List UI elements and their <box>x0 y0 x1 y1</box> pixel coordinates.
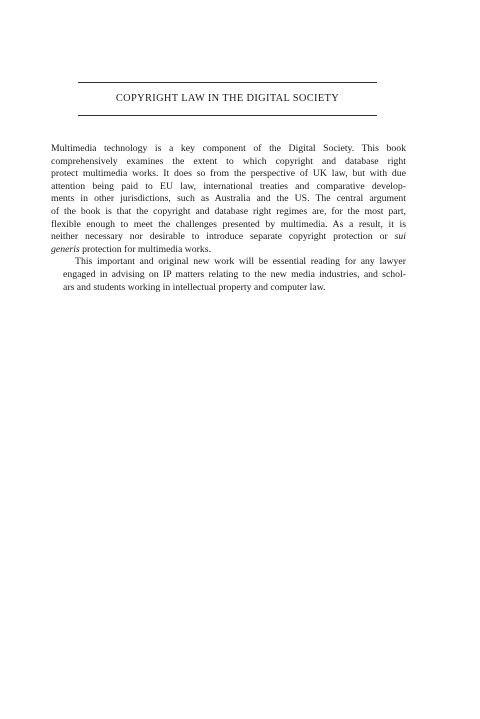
text-line-mixed <box>51 244 406 257</box>
bottom-rule <box>78 115 377 116</box>
text-line: This important and original new work will be essential reading for any lawyer <box>75 256 406 268</box>
text-line: protect multimedia works. It does so from the perspective of UK law, but with due <box>51 168 406 180</box>
text-line: attention being paid to EU law, international treaties and comparative develop- <box>51 180 406 192</box>
paragraph-2 <box>51 256 406 294</box>
text-line: flexible enough to meet the challenges presented by multimedia. As a result, it is <box>51 218 406 230</box>
text-line: engaged in advising on IP matters relating to the new media industries, and schol- <box>63 268 406 280</box>
italic-term: generis <box>51 243 80 255</box>
text-line: ments in other jurisdictions, such as Australia and the US. The central argument <box>51 193 406 205</box>
page-title: COPYRIGHT LAW IN THE DIGITAL SOCIETY <box>115 93 340 104</box>
text-line: comprehensively examines the extent to which copyright and database right <box>51 155 406 167</box>
title-block <box>78 82 377 116</box>
paragraph-1 <box>51 143 406 256</box>
text-segment: neither necessary nor desirable to introduce separate copyright protection or <box>51 231 388 243</box>
text-line-mixed <box>51 231 406 244</box>
blurb-text <box>51 143 406 294</box>
text-line: ars and students working in intellectual property and computer law. <box>63 281 326 293</box>
text-line: of the book is that the copyright and database right regimes are, for the most part, <box>51 205 406 217</box>
text-segment: protection for multimedia works. <box>82 243 212 255</box>
text-line: Multimedia technology is a key component of the Digital Society. This book <box>51 143 406 154</box>
italic-term: sui <box>394 231 407 243</box>
